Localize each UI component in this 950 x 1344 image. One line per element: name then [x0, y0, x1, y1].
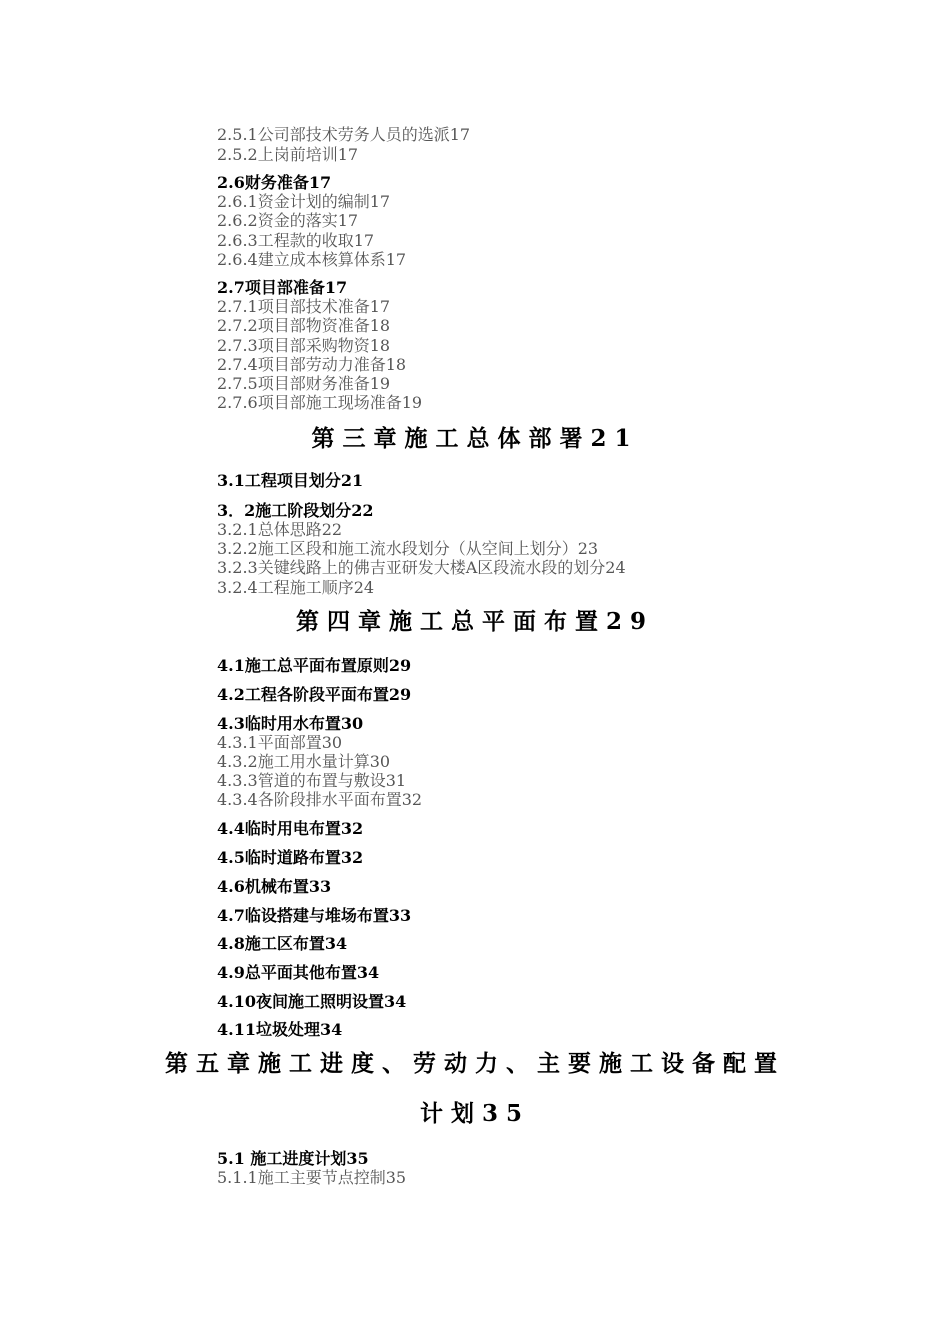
toc-subsection-entry[interactable]: 4.3.2施工用水量计算30 — [217, 752, 391, 771]
toc-subsection-entry[interactable]: 4.3.1平面部置30 — [217, 733, 343, 752]
toc-section-entry[interactable]: 5.1 施工进度计划35 — [217, 1149, 369, 1168]
toc-subsection-entry[interactable]: 2.5.1公司部技术劳务人员的选派17 — [217, 125, 471, 144]
toc-subsection-entry[interactable]: 2.7.1项目部技术准备17 — [217, 297, 391, 316]
toc-subsection-entry[interactable]: 4.3.3管道的布置与敷设31 — [217, 771, 407, 790]
toc-subsection-entry[interactable]: 3.2.1总体思路22 — [217, 520, 343, 539]
toc-subsection-entry[interactable]: 2.6.2资金的落实17 — [217, 211, 359, 230]
toc-section-entry[interactable]: 4.10夜间施工照明设置34 — [217, 992, 407, 1011]
toc-subsection-entry[interactable]: 5.1.1施工主要节点控制35 — [217, 1168, 407, 1187]
toc-chapter-heading[interactable]: 计划35 — [419, 1100, 530, 1127]
toc-section-entry[interactable]: 4.7临设搭建与堆场布置33 — [217, 906, 412, 925]
toc-section-entry[interactable]: 4.2工程各阶段平面布置29 — [217, 685, 412, 704]
toc-chapter-heading[interactable]: 第三章施工总体部署21 — [311, 425, 639, 452]
toc-section-entry[interactable]: 4.4临时用电布置32 — [217, 819, 364, 838]
toc-section-entry[interactable]: 2.6财务准备17 — [217, 173, 332, 192]
toc-section-entry[interactable]: 3.1工程项目划分21 — [217, 471, 364, 490]
toc-section-entry[interactable]: 4.3临时用水布置30 — [217, 714, 364, 733]
toc-section-entry[interactable]: 2.7项目部准备17 — [217, 278, 348, 297]
toc-section-entry[interactable]: 4.5临时道路布置32 — [217, 848, 364, 867]
toc-subsection-entry[interactable]: 4.3.4各阶段排水平面布置32 — [217, 790, 423, 809]
toc-subsection-entry[interactable]: 2.5.2上岗前培训17 — [217, 145, 359, 164]
toc-section-entry[interactable]: 4.8施工区布置34 — [217, 934, 348, 953]
toc-subsection-entry[interactable]: 2.7.5项目部财务准备19 — [217, 374, 391, 393]
toc-section-entry[interactable]: 4.11垃圾处理34 — [217, 1020, 343, 1039]
toc-subsection-entry[interactable]: 2.7.6项目部施工现场准备19 — [217, 393, 423, 412]
toc-section-entry[interactable]: 4.6机械布置33 — [217, 877, 332, 896]
toc-subsection-entry[interactable]: 2.6.3工程款的收取17 — [217, 231, 375, 250]
toc-subsection-entry[interactable]: 2.7.2项目部物资准备18 — [217, 316, 391, 335]
toc-section-entry[interactable]: 4.1施工总平面布置原则29 — [217, 656, 412, 675]
toc-section-entry[interactable]: 3．2施工阶段划分22 — [217, 501, 374, 520]
toc-section-entry[interactable]: 4.9总平面其他布置34 — [217, 963, 380, 982]
toc-subsection-entry[interactable]: 3.2.4工程施工顺序24 — [217, 578, 375, 597]
toc-subsection-entry[interactable]: 2.6.1资金计划的编制17 — [217, 192, 391, 211]
toc-chapter-heading[interactable]: 第五章施工进度、劳动力、主要施工设备配置 — [165, 1050, 785, 1077]
toc-subsection-entry[interactable]: 3.2.2施工区段和施工流水段划分（从空间上划分）23 — [217, 539, 599, 558]
toc-subsection-entry[interactable]: 3.2.3关键线路上的佛吉亚研发大楼A区段流水段的划分24 — [217, 558, 626, 577]
toc-chapter-heading[interactable]: 第四章施工总平面布置29 — [295, 608, 654, 635]
toc-subsection-entry[interactable]: 2.6.4建立成本核算体系17 — [217, 250, 407, 269]
toc-subsection-entry[interactable]: 2.7.4项目部劳动力准备18 — [217, 355, 407, 374]
toc-subsection-entry[interactable]: 2.7.3项目部采购物资18 — [217, 336, 391, 355]
